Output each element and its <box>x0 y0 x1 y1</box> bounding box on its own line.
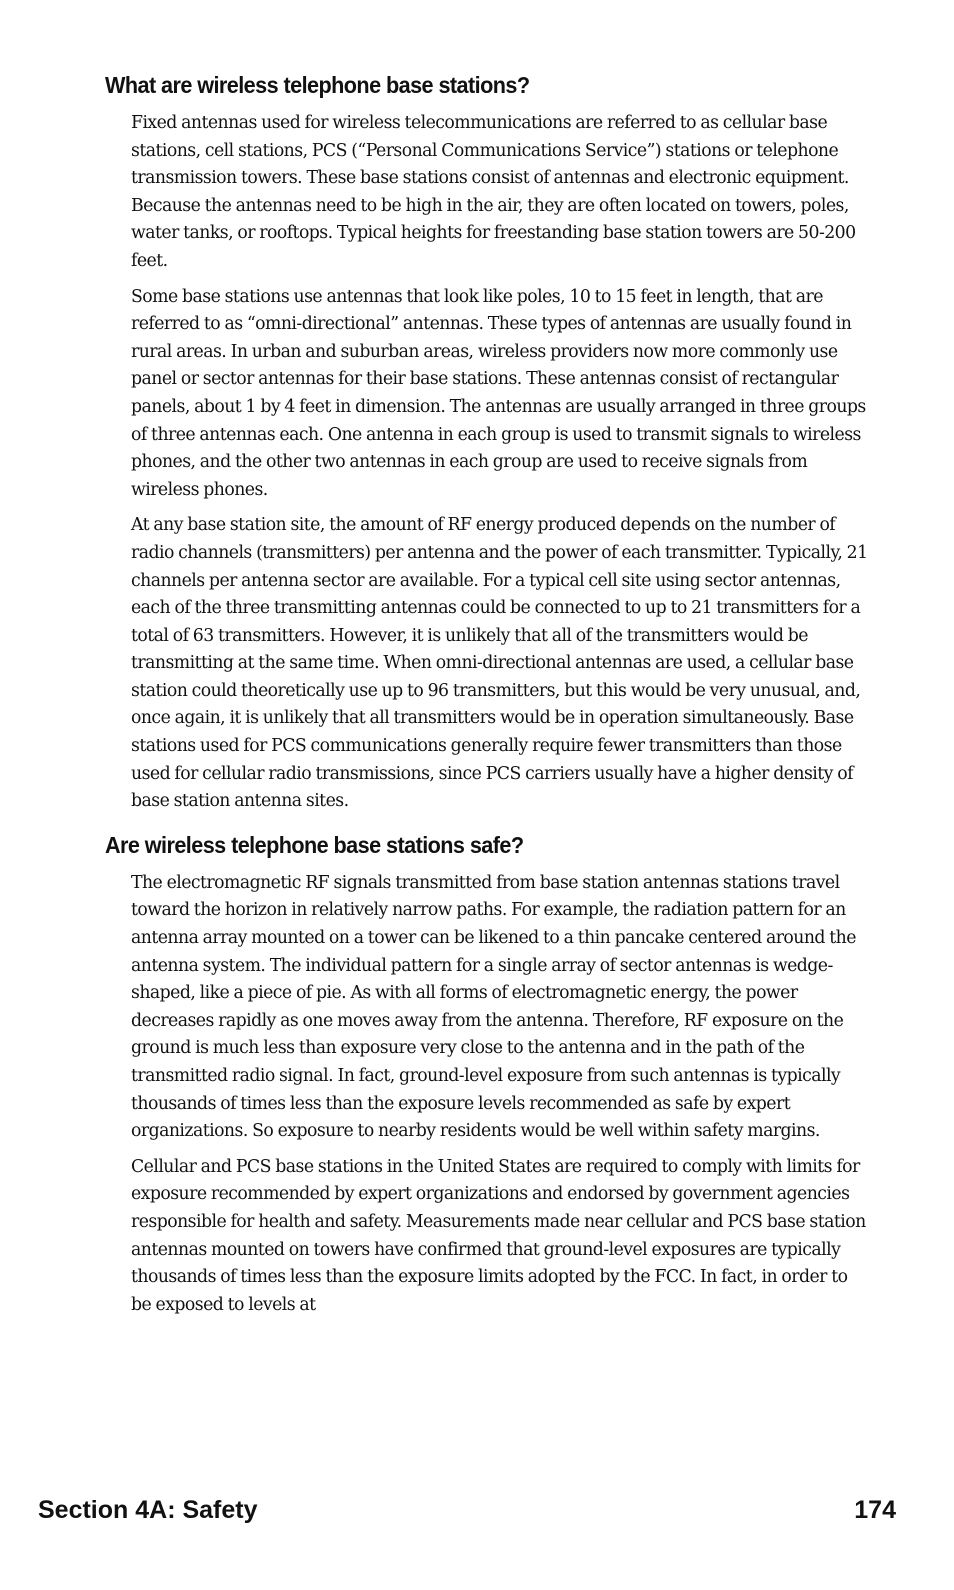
section-heading: Are wireless telephone base stations safe? <box>105 831 524 858</box>
paragraph: At any base station site, the amount of RF energy produced depends on the number of radio channels (transmitters) per antenna and the power of each transmitter. Typically, 21 channels per antenna sector are available. For a typical cell site using sector antennas, each of the three transmitting antennas could be connected to up to 21 transmitters for a total of 63 transmitters. However, it is unlikely that all of the transmitters would be transmitting at the same time. When omni-directional antennas are used, a cellular base station could theoretically use up to 96 transmitters, but this would be very unusual, and, once again, it is unlikely that all transmitters would be in operation simultaneously. Base stations used for PCS communications generally require fewer transmitters than those used for cellular radio transmissions, since PCS carriers usually have a higher density of base station antenna sites. <box>131 515 868 812</box>
page-footer <box>38 1492 896 1528</box>
paragraph: The electromagnetic RF signals transmitted from base station antennas stations travel toward the horizon in relatively narrow paths. For example, the radiation pattern for an antenna array mounted on a tower can be likened to a thin pancake centered around the antenna system. The individual pattern for a single array of sector antennas is wedge-shaped, like a piece of pie. As with all forms of electromagnetic energy, the power decreases rapidly as one moves away from the antenna. Therefore, RF exposure on the ground is much less than exposure very close to the antenna and in the path of the transmitted radio signal. In fact, ground-level exposure from such antennas is typically thousands of times less than the exposure levels recommended as safe by expert organizations. So exposure to nearby residents would be well within safety margins. <box>131 872 856 1142</box>
paragraph: Some base stations use antennas that look like poles, 10 to 15 feet in length, that are referred to as “omni-directional” antennas. These types of antennas are usually found in rural areas. In urban and suburban areas, wireless providers now more commonly use panel or sector antennas for their base stations. These antennas consist of rectangular panels, about 1 by 4 feet in dimension. The antennas are usually arranged in three groups of three antennas each. One antenna in each group is used to transmit signals to wireless phones, and the other two antennas in each group are used to receive signals from wireless phones. <box>131 286 866 500</box>
section-base-stations-safe <box>105 830 865 1320</box>
paragraph: Fixed antennas used for wireless telecommunications are referred to as cellular base stations, cell stations, PCS (“Personal Communications Service”) stations or telephone transmission towers. These base stations consist of antennas and electronic equipment. Because the antennas need to be high in the air, they are often located on towers, poles, water tanks, or rooftops. Typical heights for freestanding base station towers are 50-200 feet. <box>131 113 856 271</box>
footer-section-label: Section 4A: Safety <box>38 1496 258 1524</box>
section-heading: What are wireless telephone base stations? <box>105 72 530 98</box>
footer-page-number: 174 <box>854 1496 896 1524</box>
page-content <box>105 70 868 1333</box>
paragraph: Cellular and PCS base stations in the United States are required to comply with limits for exposure recommended by expert organizations and endorsed by government agencies responsible for health and safety. Measurements made near cellular and PCS base station antennas mounted on towers have confirmed that ground-level exposures are typically thousands of times less than the exposure limits adopted by the FCC. In fact, in order to be exposed to levels at <box>131 1156 866 1315</box>
section-base-stations <box>105 70 868 816</box>
